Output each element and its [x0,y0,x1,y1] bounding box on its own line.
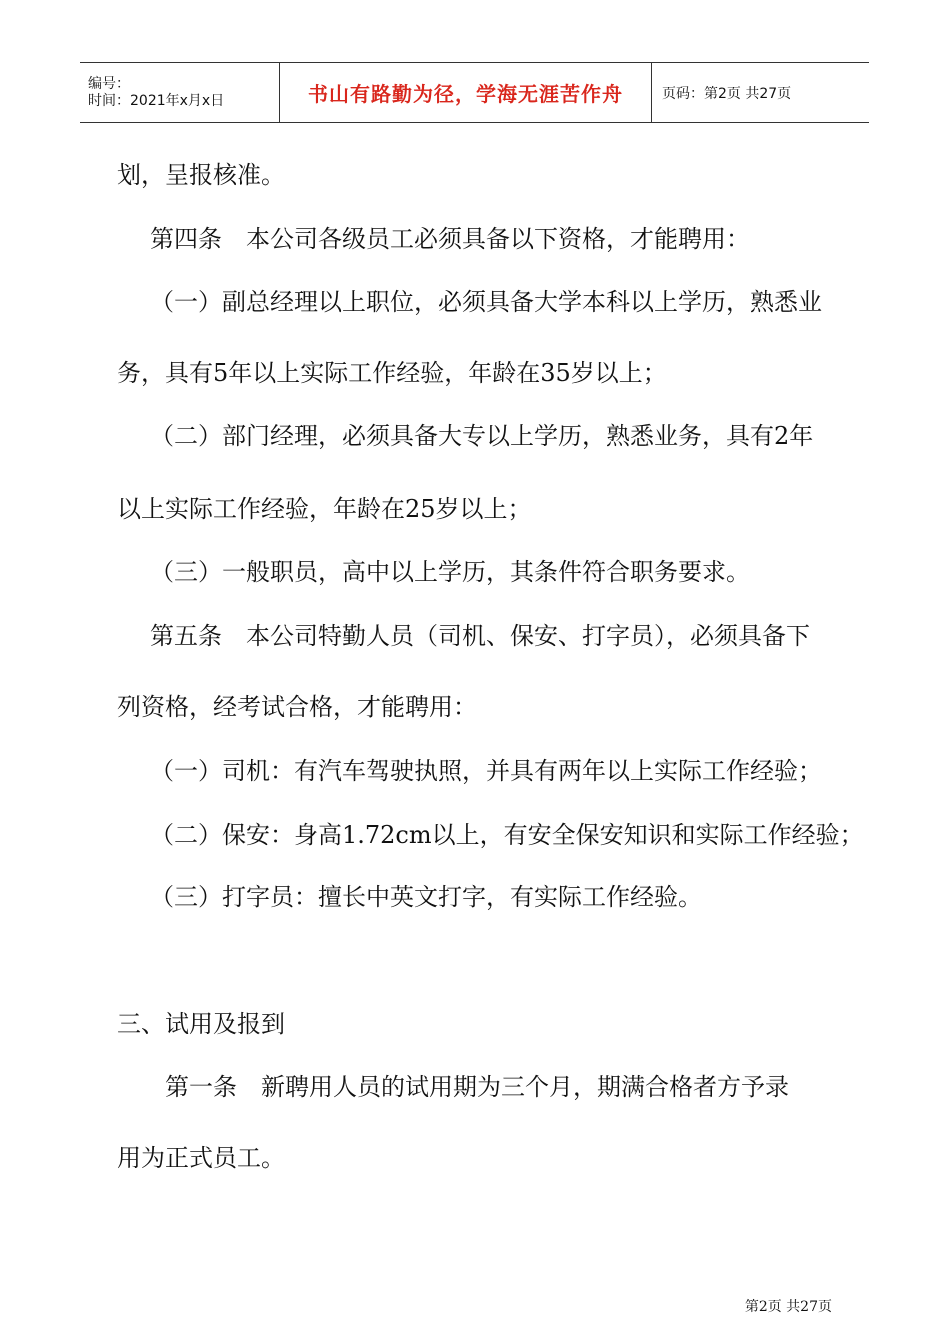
page-footer: 第2页 共27页 [744,1299,832,1315]
text-line: 以上实际工作经验，年龄在25岁以上； [117,495,532,523]
article-four: 第四条 本公司各级员工必须具备以下资格，才能聘用： [150,225,750,253]
article-five: 第五条 本公司特勤人员（司机、保安、打字员），必须具备下 [150,622,810,650]
text-line: 划，呈报核准。 [117,161,285,189]
text-line: （一）副总经理以上职位，必须具备大学本科以上学历，熟悉业 [150,288,822,316]
section-heading: 三、试用及报到 [117,1010,285,1038]
text-line: （一）司机：有汽车驾驶执照，并具有两年以上实际工作经验； [150,757,822,785]
text-line: 列资格，经考试合格，才能聘用： [117,693,477,721]
text-line: （三）一般职员，高中以上学历，其条件符合职务要求。 [150,558,750,586]
document-header [80,62,869,123]
text-line: （二）保安：身高1.72cm以上，有安全保安知识和实际工作经验； [150,821,864,849]
serial-number-label: 编号： [88,75,130,92]
header-meta [80,63,280,122]
text-line: （三）打字员：擅长中英文打字，有实际工作经验。 [150,883,702,911]
text-line: 用为正式员工。 [117,1144,285,1172]
text-line: 务，具有5年以上实际工作经验，年龄在35岁以上； [117,359,667,387]
text-line: （二）部门经理，必须具备大专以上学历，熟悉业务，具有2年 [150,422,814,450]
header-motto: 书山有路勤为径，学海无涯苦作舟 [280,63,652,122]
article-one: 第一条 新聘用人员的试用期为三个月，期满合格者方予录 [165,1073,789,1101]
date-label: 时间：2021年x月x日 [88,92,225,109]
header-page-info: 页码：第2页 共27页 [662,85,792,102]
